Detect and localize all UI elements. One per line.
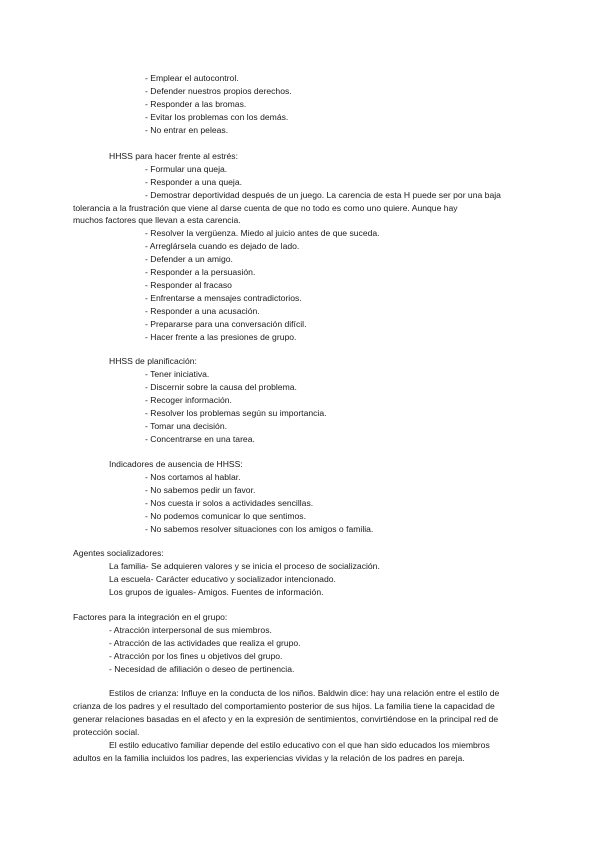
list-item: - Resolver la vergüenza. Miedo al juicio antes de que suceda.: [145, 228, 380, 238]
list-item: - Resolver los problemas según su importancia.: [145, 408, 327, 418]
paragraph-line: generar relaciones basadas en el afecto y en la expresión de sentimientos, convirtiéndose en la principal red de: [73, 714, 499, 724]
list-item: La familia- Se adquieren valores y se inicia el proceso de socialización.: [109, 561, 380, 571]
list-item: - Discernir sobre la causa del problema.: [145, 382, 297, 392]
list-item: - Hacer frente a las presiones de grupo.: [145, 332, 297, 342]
list-item: - Nos cuesta ir solos a actividades sencillas.: [145, 498, 314, 508]
list-item: - Recoger información.: [145, 395, 232, 405]
list-item: - No entrar en peleas.: [145, 125, 229, 135]
list-item: - No sabemos resolver situaciones con los amigos o familia.: [145, 524, 374, 534]
section-heading-absence: Indicadores de ausencia de HHSS:: [109, 459, 243, 469]
list-item: - Responder a una queja.: [145, 177, 242, 187]
list-item: Los grupos de iguales- Amigos. Fuentes de información.: [109, 587, 324, 597]
list-item: - No sabemos pedir un favor.: [145, 485, 256, 495]
list-item: - No podemos comunicar lo que sentimos.: [145, 511, 306, 521]
list-item: - Enfrentarse a mensajes contradictorios.: [145, 293, 302, 303]
paragraph-line: crianza de los padres y el resultado del comportamiento posterior de sus hijos. La familia tiene la capacidad de: [73, 701, 495, 711]
list-item-continuation: muchos factores que llevan a esta carencia.: [73, 215, 241, 225]
list-item: - Arreglársela cuando es dejado de lado.: [145, 241, 300, 251]
list-item: - Nos cortamos al hablar.: [145, 472, 241, 482]
list-item: La escuela- Carácter educativo y socializador intencionado.: [109, 574, 336, 584]
list-item: - Atracción por los fines u objetivos del grupo.: [109, 651, 283, 661]
list-item: - Emplear el autocontrol.: [145, 73, 239, 83]
paragraph-line: El estilo educativo familiar depende del estilo educativo con el que han sido educados los miembros: [109, 740, 490, 750]
list-item: - Defender nuestros propios derechos.: [145, 86, 292, 96]
list-item: - Necesidad de afiliación o deseo de pertinencia.: [109, 664, 295, 674]
list-item: - Concentrarse en una tarea.: [145, 434, 255, 444]
paragraph-line: protección social.: [73, 727, 140, 737]
list-item: - Responder al fracaso: [145, 280, 232, 290]
list-item: - Tener iniciativa.: [145, 369, 210, 379]
list-item: - Tomar una decisión.: [145, 421, 228, 431]
section-heading-planning: HHSS de planificación:: [109, 356, 197, 366]
paragraph-line: adultos en la familia incluidos los padres, las experiencias vividas y la relación de los padres en pareja.: [73, 753, 465, 763]
list-item-continuation: tolerancia a la frustración que viene al darse cuenta de que no todo es como uno quiere. Aunque hay: [73, 203, 458, 213]
section-heading-stress: HHSS para hacer frente al estrés:: [109, 151, 238, 161]
paragraph-line: Estilos de crianza: Influye en la conducta de los niños. Baldwin dice: hay una relación entre el estilo de: [109, 688, 500, 698]
list-item: - Prepararse para una conversación difícil.: [145, 319, 307, 329]
list-item: - Evitar los problemas con los demás.: [145, 112, 289, 122]
list-item: - Responder a las bromas.: [145, 99, 247, 109]
list-item: - Atracción interpersonal de sus miembros.: [109, 625, 272, 635]
section-heading-integration: Factores para la integración en el grupo:: [73, 612, 228, 622]
list-item: - Defender a un amigo.: [145, 254, 233, 264]
section-heading-agents: Agentes socializadores:: [73, 548, 164, 558]
list-item: - Demostrar deportividad después de un juego. La carencia de esta H puede ser por una baja: [145, 190, 501, 200]
list-item: - Formular una queja.: [145, 164, 228, 174]
list-item: - Responder a una acusación.: [145, 306, 260, 316]
list-item: - Responder a la persuasión.: [145, 267, 256, 277]
list-item: - Atracción de las actividades que realiza el grupo.: [109, 638, 301, 648]
